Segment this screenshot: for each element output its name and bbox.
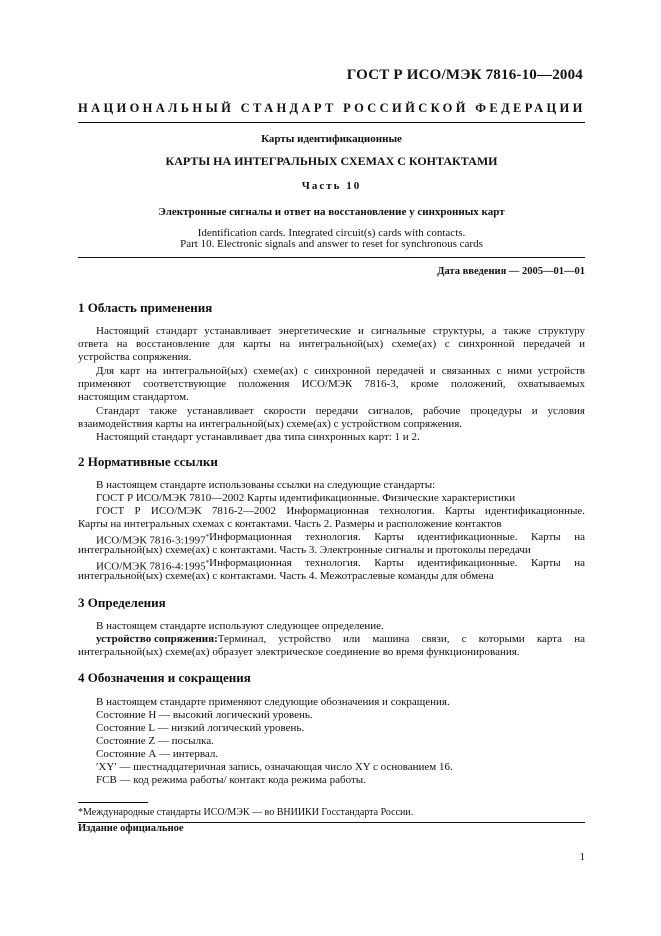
s2-l7-star: * bbox=[205, 559, 210, 567]
s1-p3a: Стандарт также устанавливает скорости передачи сигналов, рабочие процедуры и условия bbox=[96, 405, 585, 417]
title-line2: КАРТЫ НА ИНТЕГРАЛЬНЫХ СХЕМАХ С КОНТАКТАМИ bbox=[165, 154, 498, 168]
s3-l2-text: Терминал, устройство или машина связи, с которыми карта на bbox=[217, 633, 585, 645]
s2-l7-text: Информационная технология. Карты идентификационные. Карты на bbox=[209, 557, 585, 569]
s2-l4: Карты на интегральных схемах с контактами. Часть 2. Размеры и расположение контактов bbox=[78, 518, 502, 530]
title-part: Часть 10 bbox=[301, 180, 362, 192]
s4-l5: Состояние А — интервал. bbox=[96, 748, 219, 760]
s2-l8: интегральной(ых) схеме(ах) с контактами. Часть 4. Межотраслевые команды для обмена bbox=[78, 570, 494, 582]
s3-l2 bbox=[96, 633, 585, 646]
page-number: 1 bbox=[579, 851, 585, 863]
s1-p2c: настоящим стандартом. bbox=[78, 391, 189, 403]
s2-l7-ref: ИСО/МЭК 7816-4:1995 bbox=[96, 560, 206, 573]
gost-code: ГОСТ Р ИСО/МЭК 7816-10—2004 bbox=[346, 67, 583, 83]
title-en-line2: Part 10. Electronic signals and answer to reset for synchronous cards bbox=[180, 238, 483, 250]
footnote-rule bbox=[78, 802, 148, 803]
title-line1: Карты идентификационные bbox=[261, 133, 402, 145]
national-standard-banner: НАЦИОНАЛЬНЫЙ СТАНДАРТ РОССИЙСКОЙ ФЕДЕРАЦИИ bbox=[78, 101, 586, 115]
s1-p1a: Настоящий стандарт устанавливает энергетические и сигнальные структуры, а также структуру bbox=[96, 325, 585, 337]
s2-l2: ГОСТ Р ИСО/МЭК 7810—2002 Карты идентификационные. Физические характеристики bbox=[96, 492, 516, 504]
s1-p2a: Для карт на интегральной(ых) схеме(ах) с синхронной передачей и связанных с ними устройств bbox=[96, 365, 585, 377]
s2-l3: ГОСТ Р ИСО/МЭК 7816-2—2002 Информационная технология. Карты идентификационные. bbox=[96, 505, 585, 517]
s1-p4: Настоящий стандарт устанавливает два типа синхронных карт: 1 и 2. bbox=[96, 431, 420, 443]
s2-l1: В настоящем стандарте использованы ссылки на следующие стандарты: bbox=[96, 479, 436, 491]
s1-p1b: ответа на восстановление для карты на интегральной(ых) схеме(ах) с синхронной передачей и bbox=[78, 338, 585, 350]
s1-p3b: взаимодействия карты на интегральной(ых) схеме(ах) с устройством сопряжения. bbox=[78, 418, 463, 430]
s2-l5-star: * bbox=[205, 533, 210, 541]
s4-l1: В настоящем стандарте применяют следующие обозначения и сокращения. bbox=[96, 696, 450, 708]
s4-l6: ′XY′ — шестнадцатеричная запись, означающая число XY с основанием 16. bbox=[96, 761, 453, 773]
title-subtitle: Электронные сигналы и ответ на восстановление у синхронных карт bbox=[158, 206, 505, 218]
section3-heading: 3 Определения bbox=[78, 595, 166, 610]
section4-heading: 4 Обозначения и сокращения bbox=[78, 670, 251, 685]
s2-l5-text: Информационная технология. Карты идентификационные. Карты на bbox=[209, 531, 585, 543]
s3-l1: В настоящем стандарте используют следующее определение. bbox=[96, 620, 384, 632]
intro-date: Дата введения — 2005—01—01 bbox=[437, 266, 585, 277]
edition-label: Издание официальное bbox=[78, 823, 184, 834]
footnote: *Международные стандарты ИСО/МЭК — во ВНИИКИ Госстандарта России. bbox=[78, 807, 414, 818]
s4-l3: Состояние L — низкий логический уровень. bbox=[96, 722, 305, 734]
s4-l7: FCB — код режима работы/ контакт кода режима работы. bbox=[96, 774, 366, 786]
s2-l5-ref: ИСО/МЭК 7816-3:1997 bbox=[96, 534, 206, 547]
s2-l6: интегральной(ых) схеме(ах) с контактами. Часть 3. Электронные сигналы и протоколы передачи bbox=[78, 544, 531, 556]
s4-l2: Состояние Н — высокий логический уровень. bbox=[96, 709, 313, 721]
s1-p2b: применяют соответствующие положения ИСО/МЭК 7816-3, кроме положений, охватываемых bbox=[78, 378, 585, 390]
header-rule bbox=[78, 122, 585, 123]
s4-l4: Состояние Z — посылка. bbox=[96, 735, 214, 747]
s3-l3: интегральной(ых) схеме(ах) образует электрическое соединение во время функционирования. bbox=[78, 646, 520, 658]
s3-term: устройство сопряжения: bbox=[96, 633, 218, 645]
title-rule bbox=[78, 257, 585, 258]
s1-p1c: устройства сопряжения. bbox=[78, 351, 192, 363]
section2-heading: 2 Нормативные ссылки bbox=[78, 454, 218, 469]
title-en-line1: Identification cards. Integrated circuit(s) cards with contacts. bbox=[197, 227, 466, 239]
section1-heading: 1 Область применения bbox=[78, 300, 213, 315]
